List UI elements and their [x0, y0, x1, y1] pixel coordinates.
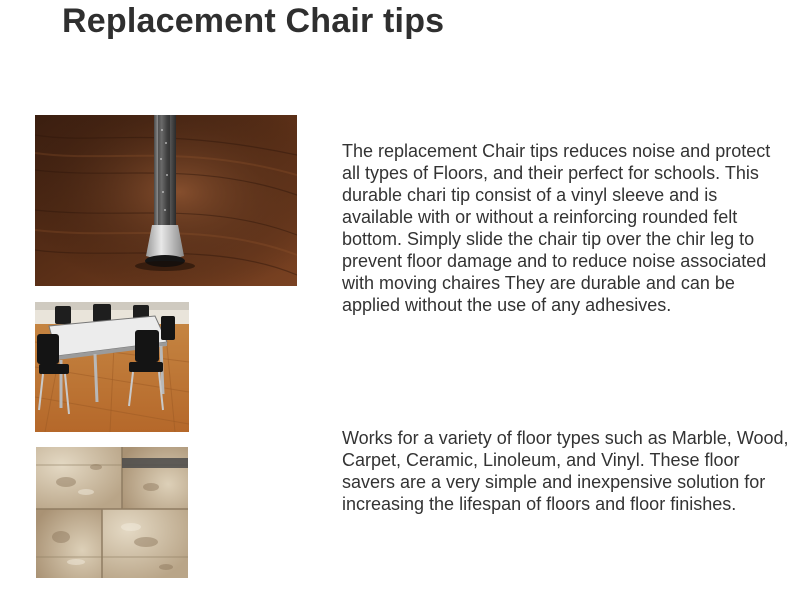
description-paragraph-2: Works for a variety of floor types such as Marble, Wood, Carpet, Ceramic, Linoleum, and Vinyl. These floor savers are a very simple and inexpensive solution for increasing the lifespan of floors and floor finishes.	[342, 428, 789, 514]
table-and-chairs-photo	[35, 302, 189, 432]
description-paragraph-1: The replacement Chair tips reduces noise and protect all types of Floors, and their perfect for schools. This durable chari tip consist of a vinyl sleeve and is available with or without a reinforcing rounded felt bottom. Simply slide the chair tip over the chir leg to prevent floor damage and to reduce noise associated with moving chaires They are durable and can be applied without the use of any adhesives.	[342, 141, 771, 315]
marble-floor-photo	[36, 447, 188, 578]
page-title: Replacement Chair tips	[62, 2, 445, 40]
chair-tip-closeup-photo	[35, 115, 297, 286]
